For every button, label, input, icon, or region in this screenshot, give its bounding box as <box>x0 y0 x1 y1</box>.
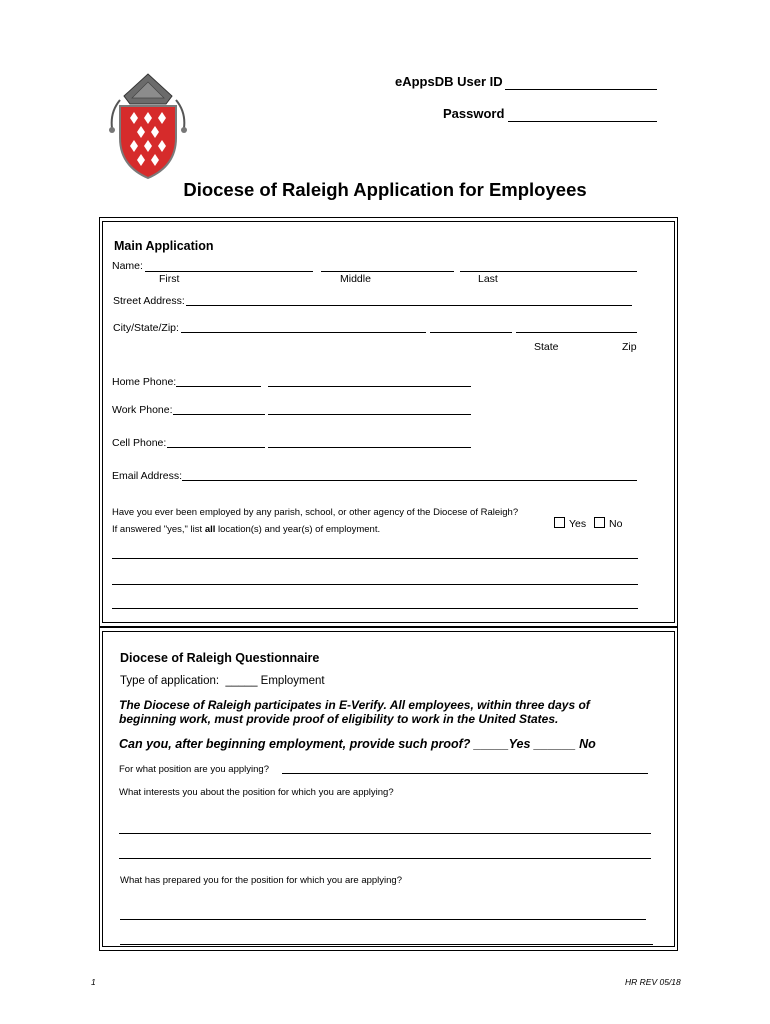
last-caption: Last <box>478 273 498 285</box>
no-option[interactable]: No <box>594 517 622 530</box>
work-phone-area-field[interactable] <box>173 414 265 415</box>
position-label: For what position are you applying? <box>119 764 269 775</box>
application-type: Type of application: _____ Employment <box>120 675 325 687</box>
revision-label: HR REV 05/18 <box>625 977 681 987</box>
zip-caption: Zip <box>622 341 637 353</box>
page-title: Diocese of Raleigh Application for Employees <box>183 179 587 200</box>
everify-notice-line-1: The Diocese of Raleigh participates in E-Verify. All employees, within three days of <box>119 698 590 712</box>
interests-line-1[interactable] <box>119 833 651 834</box>
proof-question: Can you, after beginning employment, provide such proof? _____Yes ______ No <box>119 737 596 751</box>
prepared-line-1[interactable] <box>120 919 646 920</box>
main-application-heading: Main Application <box>114 239 214 253</box>
last-name-field[interactable] <box>460 271 637 272</box>
cell-phone-area-field[interactable] <box>167 447 265 448</box>
employment-history-line-1[interactable] <box>112 558 638 559</box>
name-label: Name: <box>112 260 143 272</box>
street-address-label: Street Address: <box>113 295 185 307</box>
password-label: Password <box>443 106 505 121</box>
no-checkbox[interactable] <box>594 517 605 528</box>
city-field[interactable] <box>181 332 426 333</box>
diocese-coat-of-arms-logo <box>104 70 192 182</box>
cell-phone-field[interactable] <box>268 447 471 448</box>
interests-line-2[interactable] <box>119 858 651 859</box>
position-field[interactable] <box>282 773 648 774</box>
prepared-line-2[interactable] <box>120 944 653 945</box>
interests-label: What interests you about the position for which you are applying? <box>119 787 394 798</box>
questionnaire-heading: Diocese of Raleigh Questionnaire <box>120 651 320 665</box>
page-number: 1 <box>91 977 96 987</box>
yes-option[interactable]: Yes <box>554 517 586 530</box>
state-caption: State <box>534 341 559 353</box>
home-phone-label: Home Phone: <box>112 376 177 388</box>
main-application-inner-border <box>102 221 675 623</box>
employment-history-line-2[interactable] <box>112 584 638 585</box>
middle-name-field[interactable] <box>321 271 454 272</box>
street-address-field[interactable] <box>186 305 632 306</box>
everify-notice-line-2: beginning work, must provide proof of eligibility to work in the United States. <box>119 712 559 726</box>
password-field[interactable] <box>508 121 657 122</box>
state-field[interactable] <box>430 332 512 333</box>
zip-field[interactable] <box>516 332 637 333</box>
user-id-field[interactable] <box>505 89 657 90</box>
email-label: Email Address: <box>112 470 183 482</box>
home-phone-field[interactable] <box>268 386 471 387</box>
city-state-zip-label: City/State/Zip: <box>113 322 179 334</box>
middle-caption: Middle <box>340 273 371 285</box>
user-id-label: eAppsDB User ID <box>395 74 503 89</box>
employed-question: Have you ever been employed by any parish, school, or other agency of the Diocese of Raleigh? <box>112 507 519 518</box>
first-name-field[interactable] <box>145 271 313 272</box>
email-field[interactable] <box>182 480 637 481</box>
yes-checkbox[interactable] <box>554 517 565 528</box>
work-phone-label: Work Phone: <box>112 404 173 416</box>
employed-followup: If answered "yes," list all location(s) and year(s) of employment. <box>112 524 381 535</box>
first-caption: First <box>159 273 180 285</box>
work-phone-field[interactable] <box>268 414 471 415</box>
proof-yes-blank[interactable]: _____Yes <box>473 737 531 751</box>
prepared-label: What has prepared you for the position for which you are applying? <box>120 875 402 886</box>
home-phone-area-field[interactable] <box>176 386 261 387</box>
application-type-blank[interactable]: _____ <box>225 675 258 687</box>
employment-history-line-3[interactable] <box>112 608 638 609</box>
proof-no-blank[interactable]: ______ No <box>533 737 596 751</box>
cell-phone-label: Cell Phone: <box>112 437 167 449</box>
